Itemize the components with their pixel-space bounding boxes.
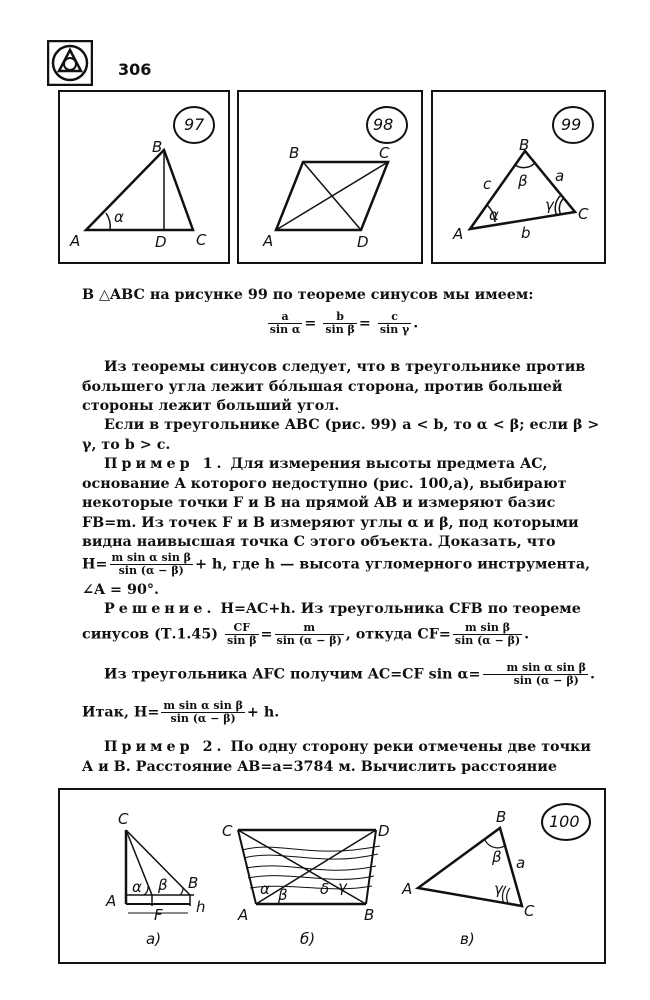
frac-den: sin (α − β) [454, 634, 521, 647]
frac-num: m [275, 622, 344, 635]
example-2 [82, 738, 602, 777]
text: , откуда CF= [345, 626, 451, 643]
text: Итак, H= [82, 704, 160, 721]
afc-line [82, 662, 602, 687]
vertex-label-A: A [263, 232, 274, 250]
solution-line-2: синусов (Т.1.45) $\frac{CF}{\text{sin β}}$ = $\frac{m}{\sin (\alpha - \beta)}$ , откуда CF= $\frac{\text{m sin β}}{\sin (\alpha - \beta)}$ . [82, 621, 530, 647]
solution-heading: Решение. [104, 601, 216, 617]
angle-label-alpha: α [114, 208, 124, 226]
vertex-label-C: C [118, 810, 129, 828]
caption-v: в) [460, 930, 475, 948]
vertex-label-C: C [196, 231, 207, 249]
figure-number: 99 [561, 115, 582, 134]
text: . [589, 666, 595, 683]
vertex-label-F: F [154, 906, 163, 924]
side-label-b: b [521, 224, 531, 242]
vertex-label-B: B [289, 144, 300, 162]
vertex-label-A: A [238, 906, 249, 924]
frac-den: sin α [269, 323, 301, 336]
angle-label-gamma: γ [494, 880, 503, 898]
vertex-label-B: B [496, 808, 507, 826]
angle-label-alpha: α [132, 878, 142, 896]
itak-line [82, 700, 602, 725]
paragraph-inequality: Если в треугольнике ABC (рис. 99) a < b, то α < β; если β > γ, то b > c. [82, 417, 600, 453]
angle-label-gamma: γ [545, 196, 554, 214]
formula-lhs: H= [82, 556, 108, 573]
angle-A-line: ∠A = 90°. [82, 582, 160, 598]
height-label-h: h [196, 898, 206, 916]
vertex-label-A: A [453, 225, 464, 243]
frac-den: sin (α − β) [513, 674, 579, 687]
frac-den: sin γ [379, 323, 410, 336]
figure-99 [431, 90, 606, 264]
text: + h. [246, 704, 280, 721]
vertex-label-D: D [378, 822, 390, 840]
angle-label-beta: β [518, 172, 528, 190]
frac-den: sin β [227, 634, 257, 647]
sine-rule-formula: $\frac{a}{\text{sin α}}$ = $\frac{b}{\text{sin β}}$ = $\frac{c}{\text{sin γ}}$ . [269, 310, 419, 336]
solution-line [82, 600, 602, 620]
intro-line: В △ABC на рисунке 99 по теореме синусов мы имеем: [82, 287, 534, 303]
side-label-a: a [555, 167, 565, 185]
frac-num: a [268, 311, 303, 324]
angle-label-delta: δ [320, 880, 330, 898]
vertex-label-B: B [364, 906, 375, 924]
frac-num: m sin α sin β [483, 662, 588, 675]
frac-num: b [323, 311, 357, 324]
vertex-label-C: C [578, 205, 589, 223]
example-1-heading: Пример 1. [104, 456, 226, 472]
solution-text: H=AC+h. Из треугольника CFB по теореме [220, 601, 581, 617]
frac-den: sin (α − β) [276, 634, 342, 647]
frac-num: m sin β [453, 622, 522, 635]
formula-H-line [82, 552, 602, 577]
frac-num: CF [225, 622, 259, 635]
example-2-text: По одну сторону реки отмечены две точки A и B. Расстояние AB=a=3784 м. Вычислить расстояние [82, 739, 591, 775]
frac-den: sin β [325, 323, 355, 336]
text: синусов (Т.1.45) [82, 626, 219, 643]
example-1 [82, 455, 602, 553]
vertex-label-B: B [152, 138, 163, 156]
vertex-label-B: B [519, 136, 530, 154]
vertex-label-D: D [357, 233, 369, 251]
text: Из треугольника AFC получим AC=CF sin α= [104, 666, 481, 683]
example-1-text: Для измерения высоты предмета AC, основание A которого недоступно (рис. 100,а), выбирают некоторые точки F и B на прямой AB и измеряют базис FB=m. Из точек F и B измеряют углы α и β, под которыми видна наивысшая точка C этого объекта. Доказать, что [82, 456, 579, 550]
angle-label-alpha: α [260, 880, 270, 898]
figure-number: 100 [549, 812, 580, 831]
angle-label-beta: β [158, 876, 168, 894]
frac-num: c [378, 311, 411, 324]
formula-rest: + h, где h — высота угломерного инструмента, [194, 556, 591, 573]
caption-b: б) [300, 930, 316, 948]
frac-num: m sin α sin β [111, 551, 191, 564]
figure-number: 97 [184, 115, 205, 134]
book-logo-icon [47, 40, 93, 86]
caption-a: а) [146, 930, 162, 948]
example-2-heading: Пример 2. [104, 739, 226, 755]
angle-label-alpha: α [489, 206, 499, 224]
side-label-c: c [483, 175, 492, 193]
angle-label-beta: β [492, 848, 502, 866]
figure-97 [58, 90, 230, 264]
vertex-label-A: A [70, 232, 81, 250]
vertex-label-A: A [402, 880, 413, 898]
vertex-label-C: C [222, 822, 233, 840]
frac-den: sin (α − β) [118, 564, 184, 577]
angle-label-beta: β [278, 886, 288, 904]
figure-number: 98 [373, 115, 394, 134]
angle-label-gamma: γ [338, 878, 347, 896]
vertex-label-B: B [188, 874, 199, 892]
vertex-label-A: A [106, 892, 117, 910]
paragraph-theorem-consequence: Из теоремы синусов следует, что в треугольнике против большего угла лежит бóльшая сторона, против большей стороны лежит больший угол. [82, 359, 586, 414]
vertex-label-D: D [155, 233, 167, 251]
figure-98 [237, 90, 423, 264]
vertex-label-C: C [524, 902, 535, 920]
vertex-label-C: C [379, 144, 390, 162]
frac-num: m sin α sin β [163, 699, 243, 712]
figure-100 [58, 788, 606, 964]
side-label-a: a [516, 854, 526, 872]
page-number: 306 [118, 60, 152, 79]
text: . [524, 626, 530, 643]
frac-den: sin (α − β) [170, 712, 236, 725]
